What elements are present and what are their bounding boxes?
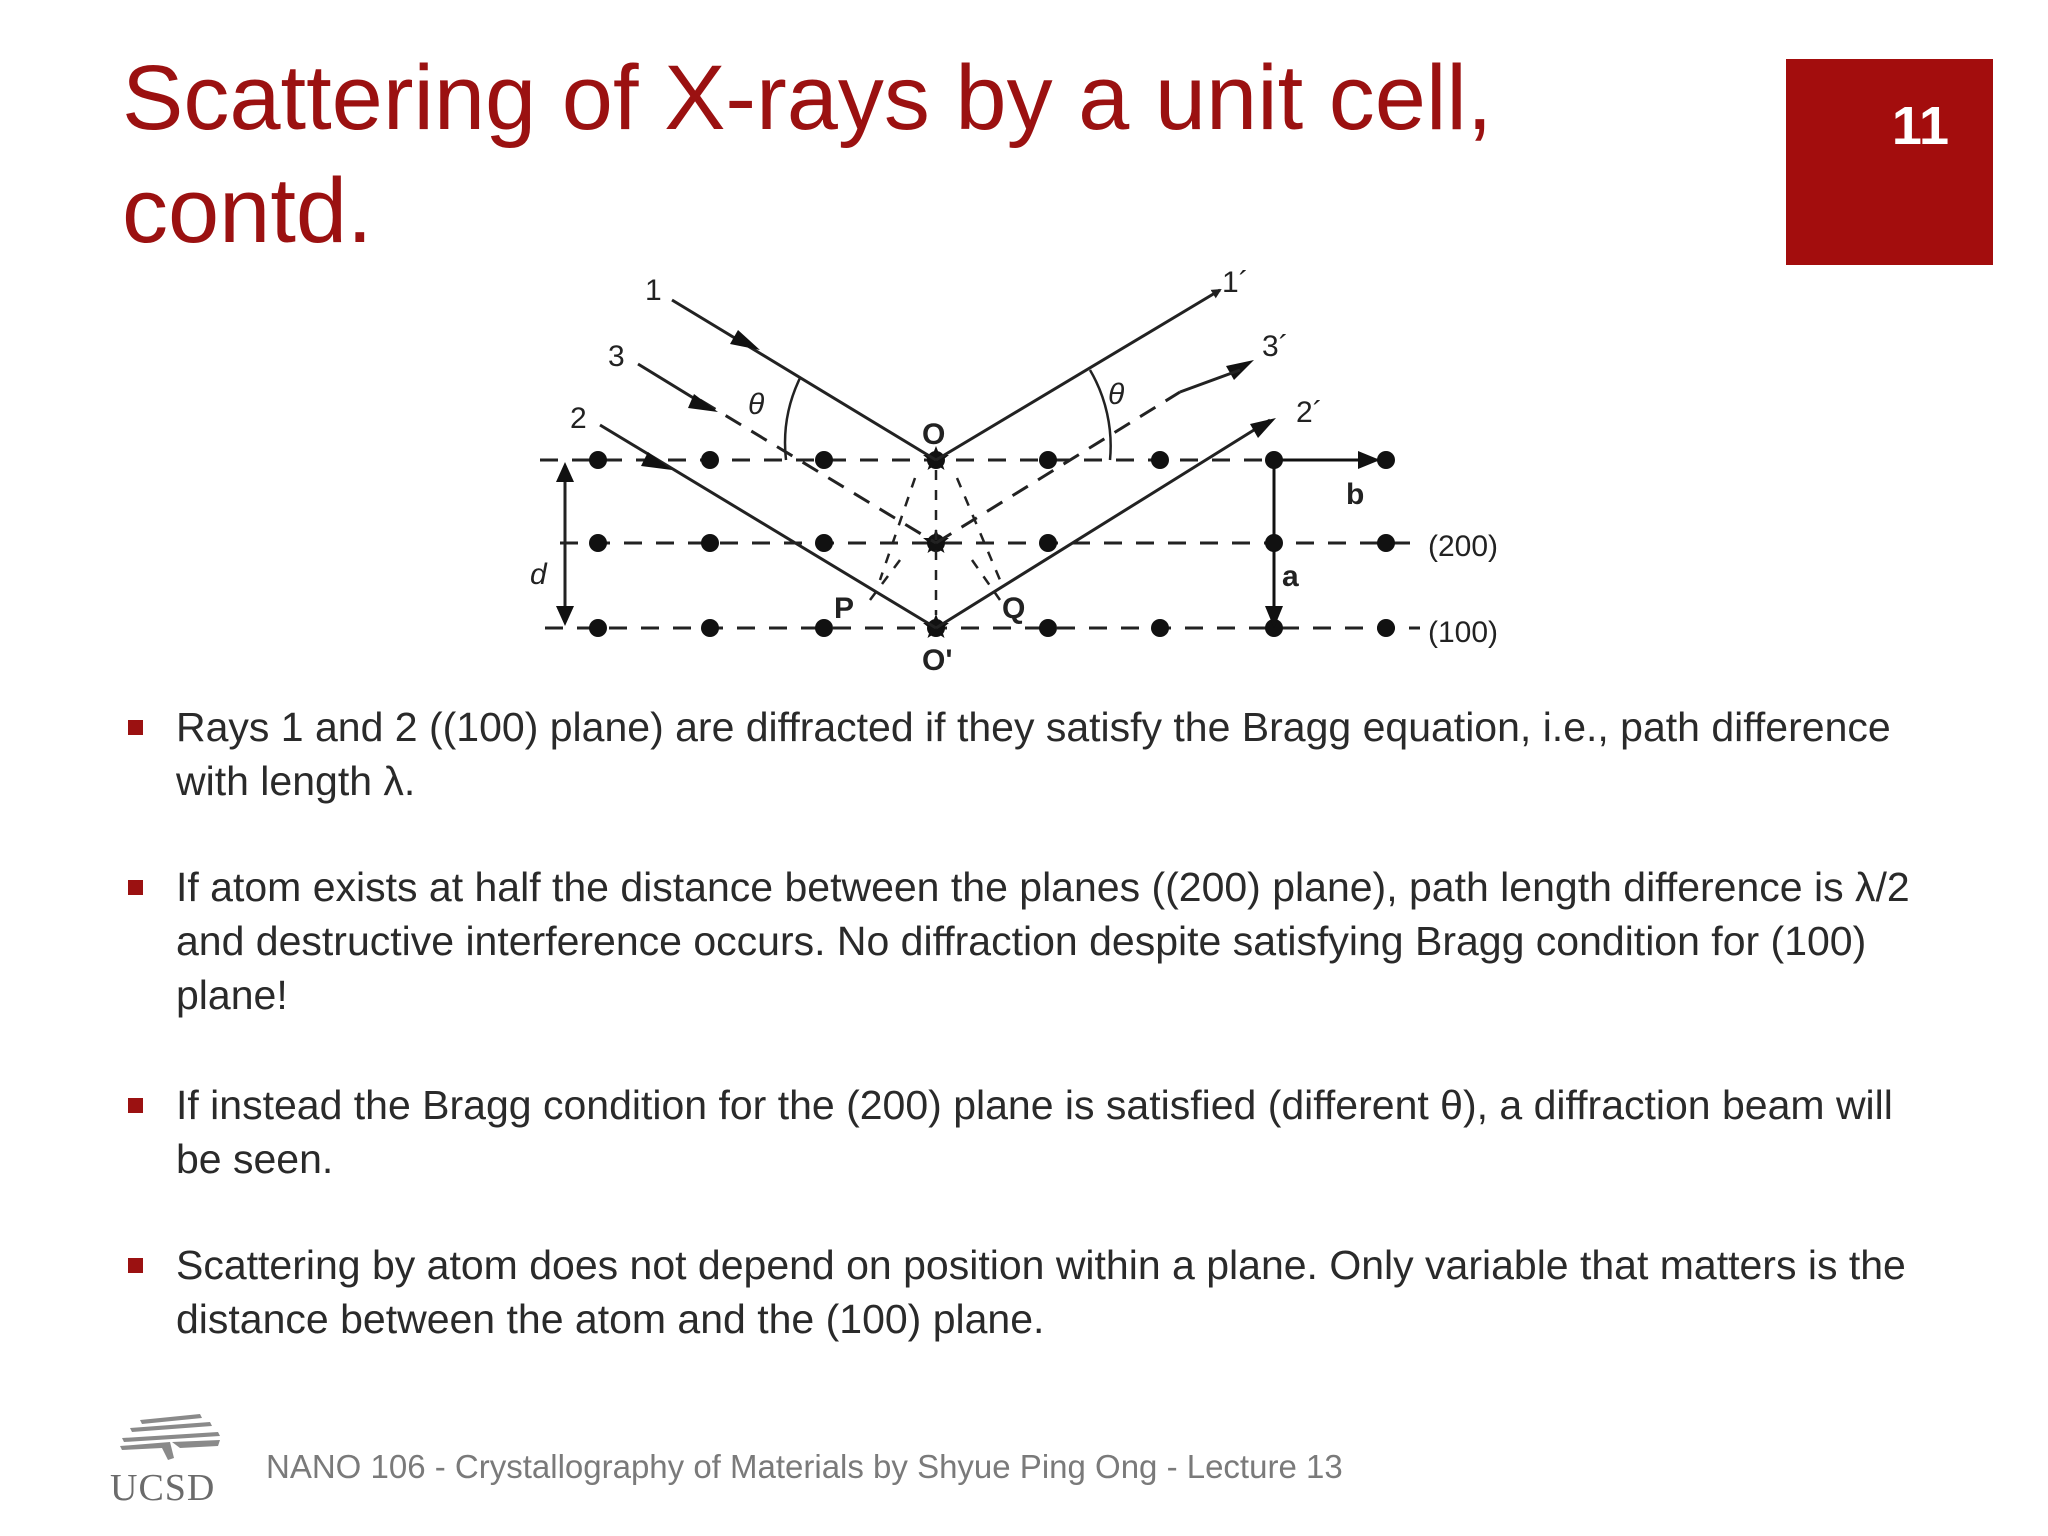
theta-arc-left <box>785 378 800 460</box>
bullet-marker <box>128 720 143 735</box>
ucsd-logo <box>110 1412 230 1512</box>
ray-3-outgoing <box>936 392 1180 543</box>
label-Q: Q <box>1002 592 1026 625</box>
label-ray-3: 3 <box>608 340 625 373</box>
label-b: b <box>1346 478 1365 511</box>
bragg-diffraction-diagram <box>515 258 1575 698</box>
ray-1-incoming <box>672 300 936 460</box>
atom <box>701 451 719 469</box>
label-d: d <box>530 558 547 591</box>
bullet-item <box>124 1078 1936 1186</box>
atom <box>1151 451 1169 469</box>
atom <box>589 451 607 469</box>
label-plane-100: (100) <box>1428 616 1499 649</box>
atom <box>701 534 719 552</box>
ray-3-tail <box>638 364 700 402</box>
radial-line <box>870 560 900 600</box>
plane-lines <box>540 460 1420 628</box>
d-arrow-top <box>556 462 574 482</box>
label-theta-left: θ <box>748 388 765 421</box>
atom <box>815 619 833 637</box>
atom <box>589 534 607 552</box>
ray-2p-arrow <box>1250 418 1276 438</box>
bullet-item <box>124 860 1936 1022</box>
ray-3p-head <box>1180 370 1240 392</box>
atom <box>815 451 833 469</box>
radial-line <box>972 560 1000 600</box>
ray-2-outgoing <box>936 420 1270 628</box>
footer <box>110 1412 1610 1512</box>
atom <box>1039 534 1057 552</box>
ray-1-outgoing <box>936 290 1220 460</box>
bullet-marker <box>128 1258 143 1273</box>
vector-b-arrow <box>1358 451 1380 469</box>
ray-2-arrow <box>641 452 672 470</box>
label-ray-1: 1 <box>645 274 662 307</box>
slide-title-line-2: contd. <box>122 160 373 262</box>
label-a: a <box>1282 560 1299 593</box>
label-ray-3p: 3´ <box>1262 330 1289 363</box>
slide-title <box>122 42 1722 268</box>
label-ray-2p: 2´ <box>1296 396 1323 429</box>
bullet-text: Rays 1 and 2 ((100) plane) are diffracted if they satisfy the Bragg equation, i.e., path difference with length λ. <box>176 704 1891 804</box>
label-ray-2: 2 <box>570 402 587 435</box>
slide-number: 11 <box>1891 96 1949 156</box>
label-ray-1p: 1´ <box>1222 266 1249 299</box>
ray-1-arrow <box>730 330 760 350</box>
slide-title-line-1: Scattering of X-rays by a unit cell, <box>122 47 1493 149</box>
footer-text: NANO 106 - Crystallography of Materials by Shyue Ping Ong - Lecture 13 <box>266 1448 1343 1485</box>
d-arrow-bottom <box>556 606 574 626</box>
atom <box>1039 451 1057 469</box>
bullet-text: If instead the Bragg condition for the (200) plane is satisfied (different θ), a diffraction beam will be seen. <box>176 1082 1893 1182</box>
bullet-item <box>124 700 1936 808</box>
ucsd-logo-mark-icon <box>110 1412 230 1472</box>
bullet-text: Scattering by atom does not depend on position within a plane. Only variable that matters is the distance between the atom and the (100) plane. <box>176 1242 1906 1342</box>
bullet-text: If atom exists at half the distance between the planes ((200) plane), path length difference is λ/2 and destructive interference occurs. No diffraction despite satisfying Bragg condition for (100) plane! <box>176 864 1910 1018</box>
atom <box>815 534 833 552</box>
bullet-marker <box>128 1098 143 1113</box>
label-plane-200: (200) <box>1428 530 1499 563</box>
atom <box>1377 619 1395 637</box>
atom <box>1039 619 1057 637</box>
bullet-marker <box>128 880 143 895</box>
label-Oprime: O' <box>922 644 953 677</box>
atom <box>589 619 607 637</box>
atom <box>1151 619 1169 637</box>
label-P: P <box>834 592 855 625</box>
bullet-item <box>124 1238 1936 1346</box>
slide-number-box <box>1786 59 1993 265</box>
ucsd-logo-text: UCSD <box>110 1467 216 1509</box>
atom <box>1377 534 1395 552</box>
atom <box>701 619 719 637</box>
radial-line <box>957 478 1000 580</box>
label-O: O <box>922 418 946 451</box>
label-theta-right: θ <box>1108 378 1125 411</box>
